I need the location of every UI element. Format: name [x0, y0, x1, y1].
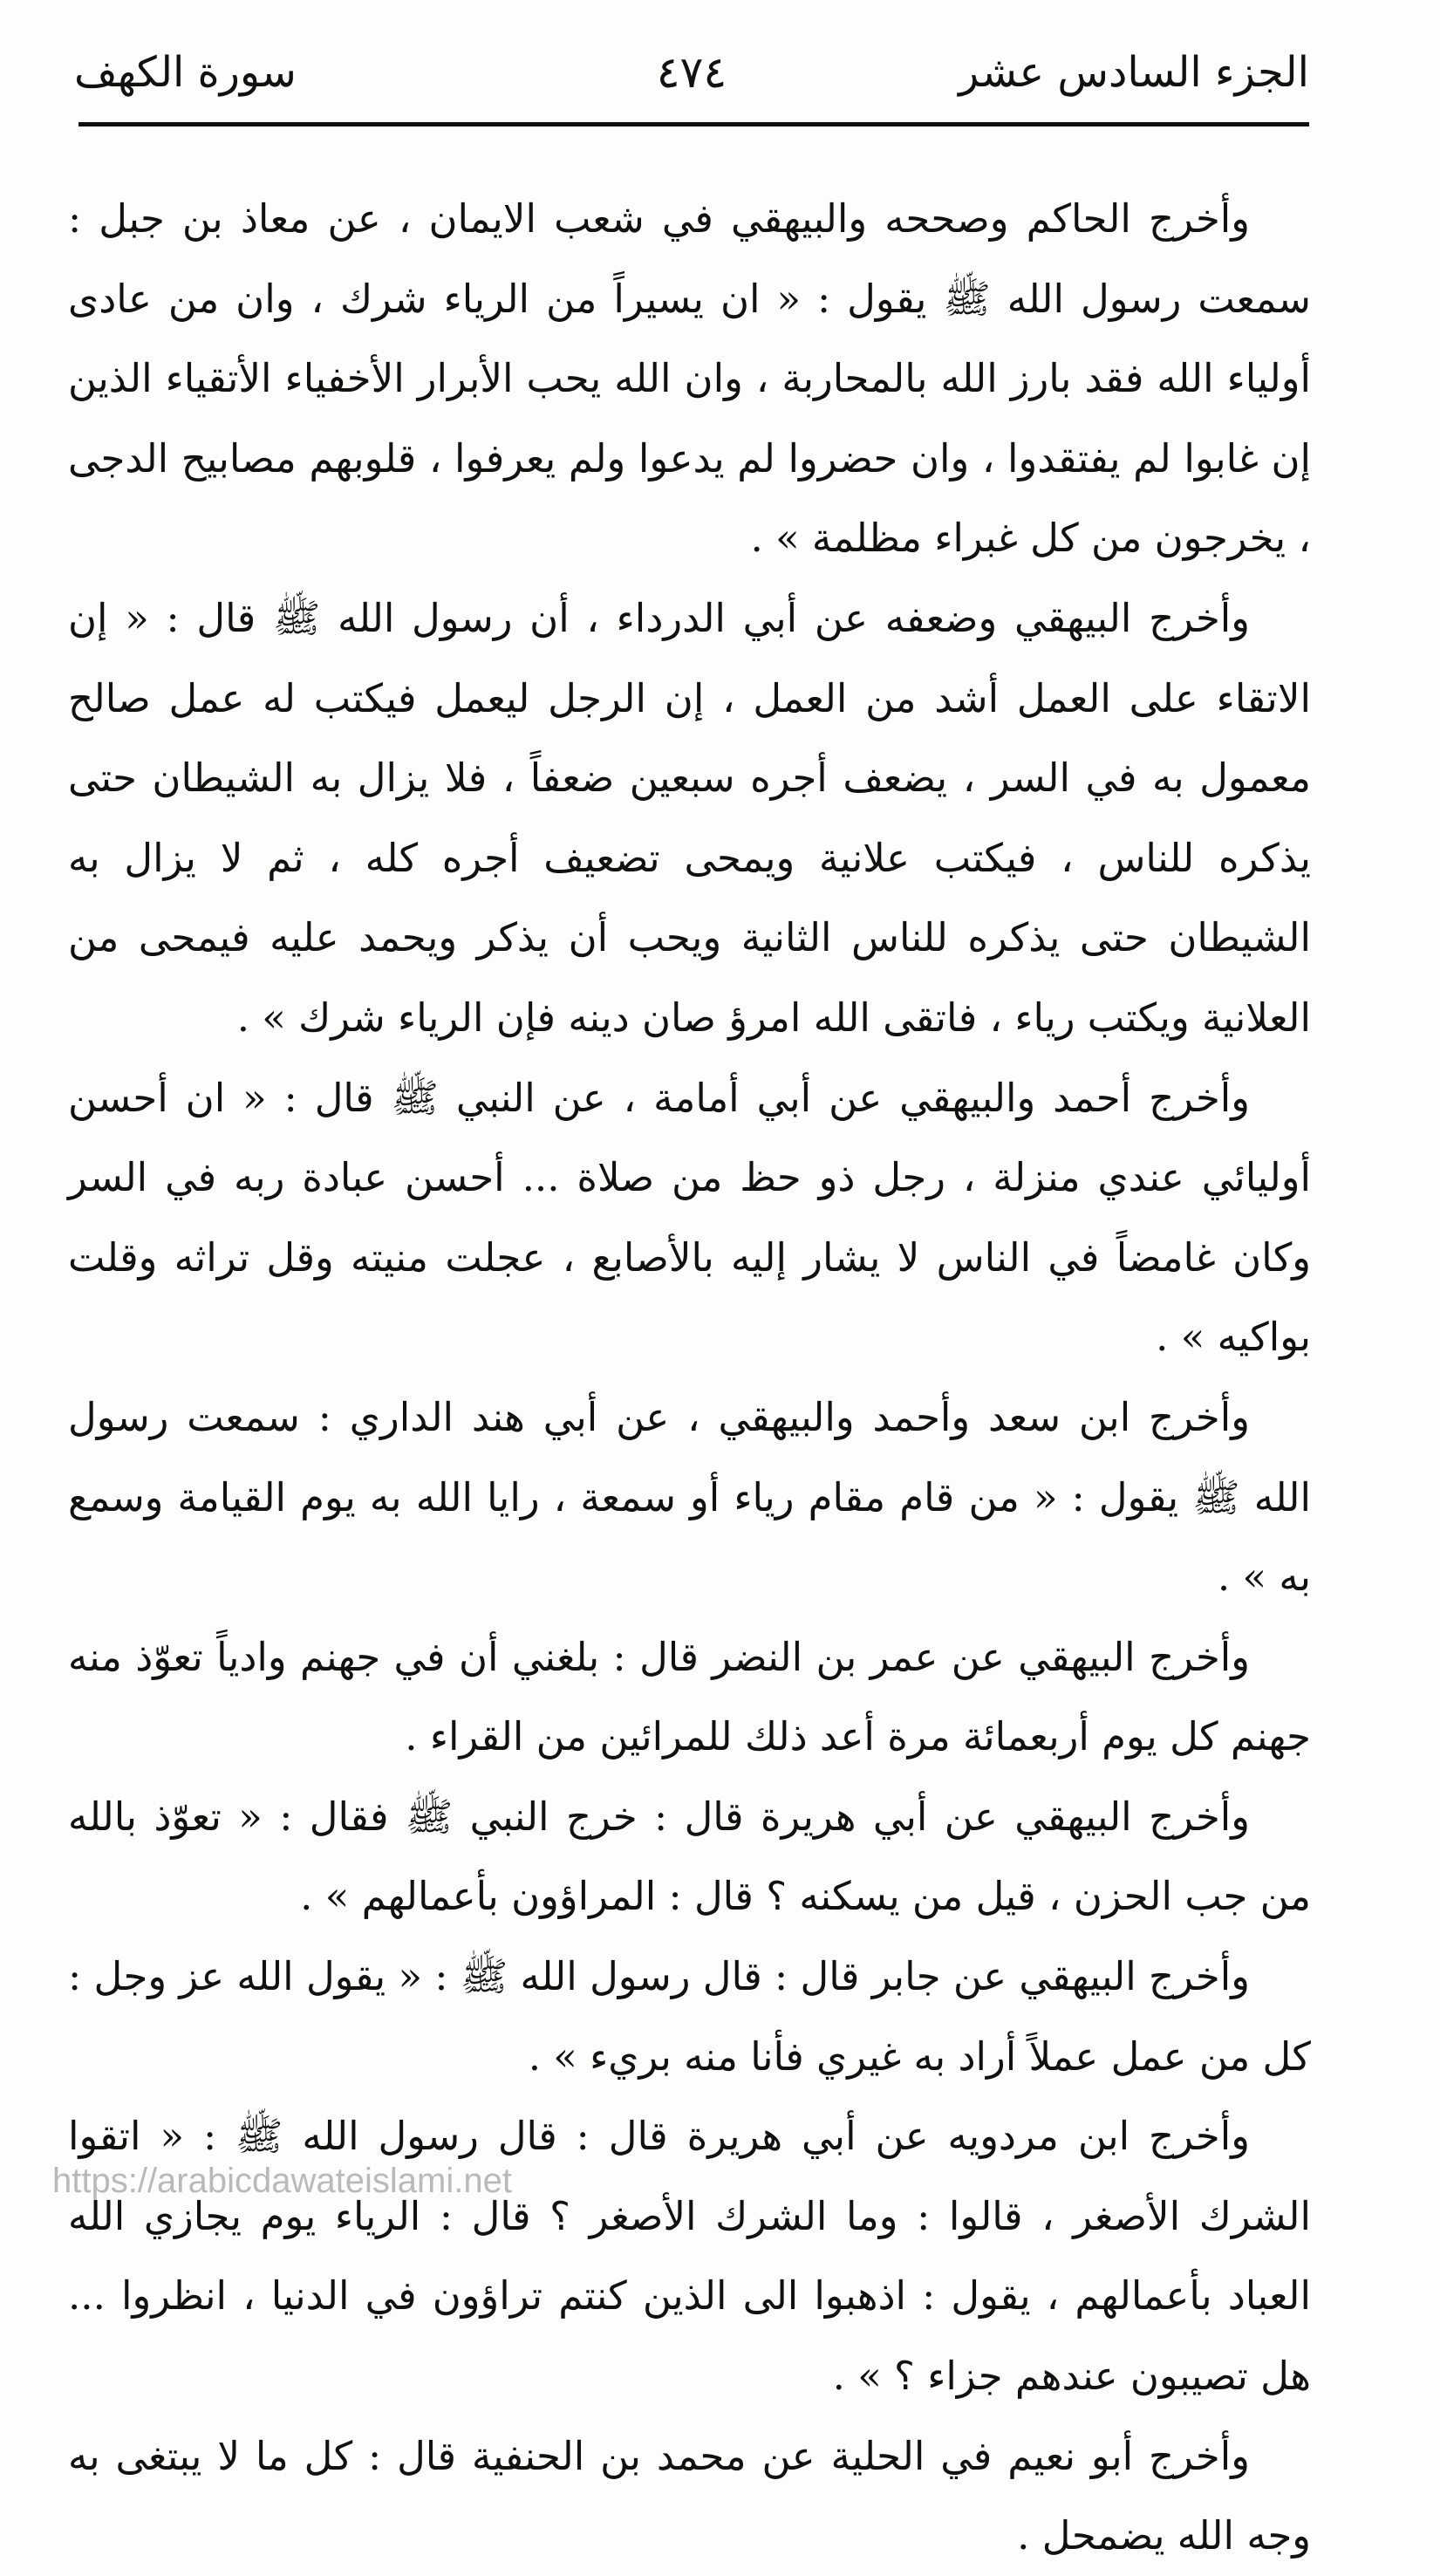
part-title: الجزء السادس عشر [959, 48, 1309, 97]
paragraph-2: وأخرج البيهقي وضعفه عن أبي الدرداء ، أن رسول الله ﷺ قال : « إن الاتقاء على العمل أشد من العمل ، إن الرجل ليعمل فيكتب له عمل صالح معمول به في السر ، يضعف أجره سبعين ضعفاً ، فلا يزال به الشيطان حتى يذكره للناس ، فيكتب علانية ويمحى تضعيف أجره كله ، ثم لا يزال به الشيطان حتى يذكره للناس الثانية ويحب أن يذكر ويحمد عليه فيمحى من العلانية ويكتب رياء ، فاتقى الله امرؤ صان دينه فإن الرياء شرك » . [68, 594, 1311, 1041]
paragraph-7: وأخرج البيهقي عن جابر قال : قال رسول الله ﷺ : « يقول الله عز وجل : كل من عمل عملاً أراد به غيري فأنا منه بريء » . [68, 1953, 1311, 2080]
paragraph-3: وأخرج أحمد والبيهقي عن أبي أمامة ، عن النبي ﷺ قال : « ان أحسن أوليائي عندي منزلة ، رجل ذو حظ من صلاة ... أحسن عبادة ربه في السر وكان غامضاً في الناس لا يشار إليه بالأصابع ، عجلت منيته وقل تراثه وقلت بواكيه » . [68, 1074, 1311, 1361]
page-body [68, 179, 1311, 2576]
source-watermark: https://arabicdawateislami.net [52, 2162, 512, 2200]
header-rule [78, 122, 1309, 126]
surah-title: سورة الكهف [74, 48, 297, 97]
paragraph-9: وأخرج أبو نعيم في الحلية عن محمد بن الحنفية قال : كل ما لا يبتغى به وجه الله يضمحل . [68, 2432, 1311, 2559]
page-number: ٤٧٤ [656, 47, 727, 98]
paragraph-4: وأخرج ابن سعد وأحمد والبيهقي ، عن أبي هند الداري : سمعت رسول الله ﷺ يقول : « من قام مقام رياء أو سمعة ، رايا الله به يوم القيامة وسمع به » . [68, 1393, 1311, 1601]
paragraph-5: وأخرج البيهقي عن عمر بن النضر قال : بلغني أن في جهنم وادياً تعوّذ منه جهنم كل يوم أربعمائة مرة أعد ذلك للمرائين من القراء . [68, 1633, 1311, 1760]
paragraph-8: وأخرج ابن مردويه عن أبي هريرة قال : قال رسول الله ﷺ : « اتقوا الشرك الأصغر ، قالوا : وما الشرك الأصغر ؟ قال : الرياء يوم يجازي الله العباد بأعمالهم ، يقول : اذهبوا الى الذين كنتم تراؤون في الدنيا ، انظروا ... هل تصيبون عندهم جزاء ؟ » . [68, 2113, 1311, 2400]
paragraph-1: وأخرج الحاكم وصححه والبيهقي في شعب الايمان ، عن معاذ بن جبل : سمعت رسول الله ﷺ يقول : « ان يسيراً من الرياء شرك ، وان من عادى أولياء الله فقد بارز الله بالمحاربة ، وان الله يحب الأبرار الأخفياء الأتقياء الذين إن غابوا لم يفتقدوا ، وان حضروا لم يدعوا ولم يعرفوا ، قلوبهم مصابيح الدجى ، يخرجون من كل غبراء مظلمة » . [68, 195, 1311, 562]
page-header [74, 42, 1309, 103]
paragraph-6: وأخرج البيهقي عن أبي هريرة قال : خرج النبي ﷺ فقال : « تعوّذ بالله من جب الحزن ، قيل من يسكنه ؟ قال : المراؤون بأعمالهم » . [68, 1793, 1311, 1920]
